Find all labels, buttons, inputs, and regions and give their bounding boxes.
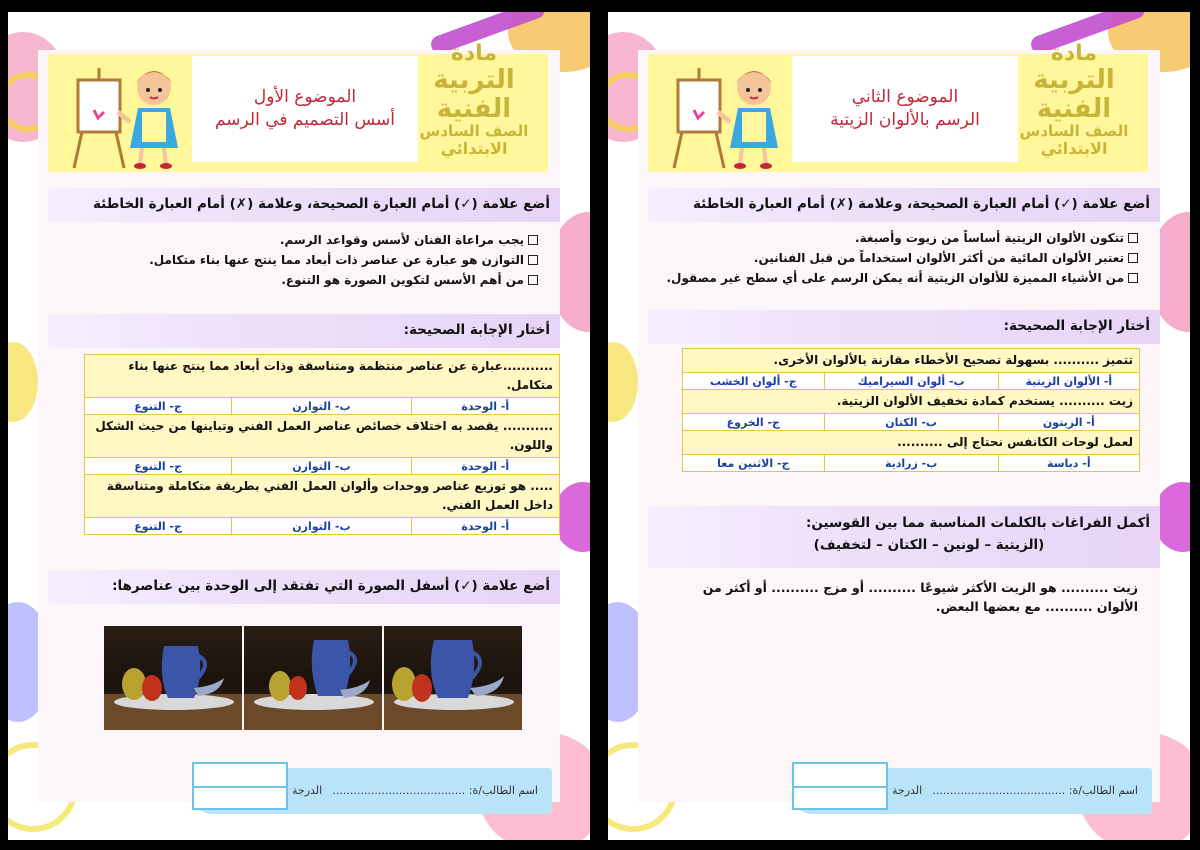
mcq-option[interactable]: أ- الزيتون xyxy=(998,414,1139,431)
tf-item: التوازن هو عبارة عن عناصر ذات أبعاد مما ينتج عنها بناء متكامل. xyxy=(68,250,538,270)
mcq-question: ...........عبارة عن عناصر منتظمة ومتناسقة وذات أبعاد مما ينتج عنها بناء متكامل. xyxy=(85,355,560,398)
fill-paragraph[interactable]: زيت .......... هو الزيت الأكثر شيوعًا .......... أو مزج .......... أو أكثر من الألوان .......... مع بعضها البعض. xyxy=(702,580,1138,614)
fill-heading: أكمل الفراغات بالكلمات المناسبة مما بين القوسين: xyxy=(805,515,1150,531)
mcq-question: ..... هو توزيع عناصر ووحدات وألوان العمل الفني بطريقة متكاملة ومتناسقة داخل العمل الفني. xyxy=(85,475,560,518)
mcq-question: ........... يقصد به اختلاف خصائص عناصر العمل الفني وتباينها من حيث الشكل واللون. xyxy=(85,415,560,458)
paint-splash xyxy=(608,342,638,422)
grade-box[interactable] xyxy=(192,762,288,810)
subject-line: التربية xyxy=(1033,65,1115,96)
tf-list xyxy=(668,228,1138,288)
mcq-option[interactable]: أ- الوحدة xyxy=(411,458,559,475)
answer-checkbox[interactable] xyxy=(528,235,538,245)
topic-box xyxy=(792,56,1018,162)
topic-number: الموضوع الأول xyxy=(253,87,357,108)
topic-box xyxy=(192,56,418,162)
topic-number: الموضوع الثاني xyxy=(851,87,959,108)
mcq-option[interactable]: أ- الوحدة xyxy=(411,398,559,415)
subject-line: التربية xyxy=(433,65,515,96)
mcq-option[interactable]: ج- التنوع xyxy=(85,398,232,415)
word-bank: (الزيتية – لونين – الكتان – لتخفيف) xyxy=(813,537,1045,553)
student-name-field[interactable]: اسم الطالب/ة: ...................................... xyxy=(932,784,1138,797)
subject-line: الفنية xyxy=(436,93,512,124)
student-name-field[interactable]: اسم الطالب/ة: ...................................... xyxy=(332,784,538,797)
subject-line: الفنية xyxy=(1036,93,1112,124)
mcq-option[interactable]: أ- الوحدة xyxy=(411,518,559,535)
mcq-question: تتميز .......... بسهولة تصحيح الأخطاء مقارنة بالألوان الأخرى. xyxy=(683,349,1140,373)
mcq-option[interactable]: أ- الألوان الزيتية xyxy=(998,373,1139,390)
grade-label: الدرجة xyxy=(292,784,323,797)
grade-line: الصف السادس xyxy=(1019,122,1129,141)
mcq-section-title: أختار الإجابة الصحيحة: xyxy=(48,314,560,348)
mcq-option[interactable]: ب- الكتان xyxy=(824,414,998,431)
topic-name: الرسم بالألوان الزيتية xyxy=(830,110,980,130)
mcq-option[interactable]: ب- ألوان السيراميك xyxy=(824,373,998,390)
tf-section-title: أضع علامة (✓) أمام العبارة الصحيحة، وعلامة (✗) أمام العبارة الخاطئة xyxy=(648,188,1160,222)
mcq-option[interactable]: ب- التوازن xyxy=(232,518,411,535)
mcq-option[interactable]: ب- التوازن xyxy=(232,398,411,415)
subject-line: مادة xyxy=(450,41,498,66)
mcq-option[interactable]: ج- الاثنين معا xyxy=(683,455,825,472)
worksheet-1 xyxy=(8,12,590,840)
mcq-table xyxy=(682,348,1140,472)
image-section-title: أضع علامة (✓) أسفل الصورة التي تفتقد إلى الوحدة بين عناصرها: xyxy=(48,570,560,604)
fill-section-title xyxy=(648,506,1160,568)
worksheet-2 xyxy=(608,12,1190,840)
girl-painter-illustration xyxy=(68,60,188,172)
student-footer xyxy=(792,768,1152,814)
topic-name: أسس التصميم في الرسم xyxy=(214,110,396,130)
grade-line: الصف السادس xyxy=(419,122,529,141)
mcq-option[interactable]: ب- التوازن xyxy=(232,458,411,475)
answer-checkbox[interactable] xyxy=(528,255,538,265)
grade-line: الابتدائي xyxy=(440,138,508,158)
mcq-option[interactable]: ج- الخروع xyxy=(683,414,825,431)
student-footer xyxy=(192,768,552,814)
still-life-image-3[interactable] xyxy=(384,626,522,730)
tf-item: تتكون الألوان الزيتية أساساً من زيوت وأصبغة. xyxy=(668,228,1138,248)
subject-line: مادة xyxy=(1050,41,1098,66)
grade-box[interactable] xyxy=(792,762,888,810)
mcq-table xyxy=(84,354,560,535)
still-life-image-1[interactable] xyxy=(104,626,242,730)
mcq-section-title: أختار الإجابة الصحيحة: xyxy=(648,310,1160,344)
mcq-question: لعمل لوحات الكانفس نحتاج إلى .......... xyxy=(683,431,1140,455)
tf-section-title: أضع علامة (✓) أمام العبارة الصحيحة، وعلامة (✗) أمام العبارة الخاطئة xyxy=(48,188,560,222)
tf-list xyxy=(68,230,538,290)
tf-item: من أهم الأسس لتكوين الصورة هو التنوع. xyxy=(68,270,538,290)
grade-line: الابتدائي xyxy=(1040,138,1108,158)
subject-title xyxy=(1004,42,1144,157)
tf-item: تعتبر الألوان المائية من أكثر الألوان استخداماً من قبل الفنانين. xyxy=(668,248,1138,268)
subject-title xyxy=(404,42,544,157)
grade-label: الدرجة xyxy=(892,784,923,797)
girl-painter-illustration xyxy=(668,60,788,172)
answer-checkbox[interactable] xyxy=(1128,233,1138,243)
tf-item: يجب مراعاة الفنان لأسس وقواعد الرسم. xyxy=(68,230,538,250)
paint-splash xyxy=(8,342,38,422)
answer-checkbox[interactable] xyxy=(1128,273,1138,283)
answer-checkbox[interactable] xyxy=(1128,253,1138,263)
mcq-option[interactable]: ج- التنوع xyxy=(85,518,232,535)
mcq-question: زيت .......... يستخدم كمادة تخفيف الألوان الزيتية. xyxy=(683,390,1140,414)
answer-checkbox[interactable] xyxy=(528,275,538,285)
mcq-option[interactable]: ب- زرادية xyxy=(824,455,998,472)
still-life-image-2[interactable] xyxy=(244,626,382,730)
mcq-option[interactable]: ج- ألوان الخشب xyxy=(683,373,825,390)
mcq-option[interactable]: ج- التنوع xyxy=(85,458,232,475)
tf-item: من الأشياء المميزة للألوان الزيتية أنه يمكن الرسم على أي سطح غير مصقول. xyxy=(668,268,1138,288)
mcq-option[interactable]: أ- دباسة xyxy=(998,455,1139,472)
